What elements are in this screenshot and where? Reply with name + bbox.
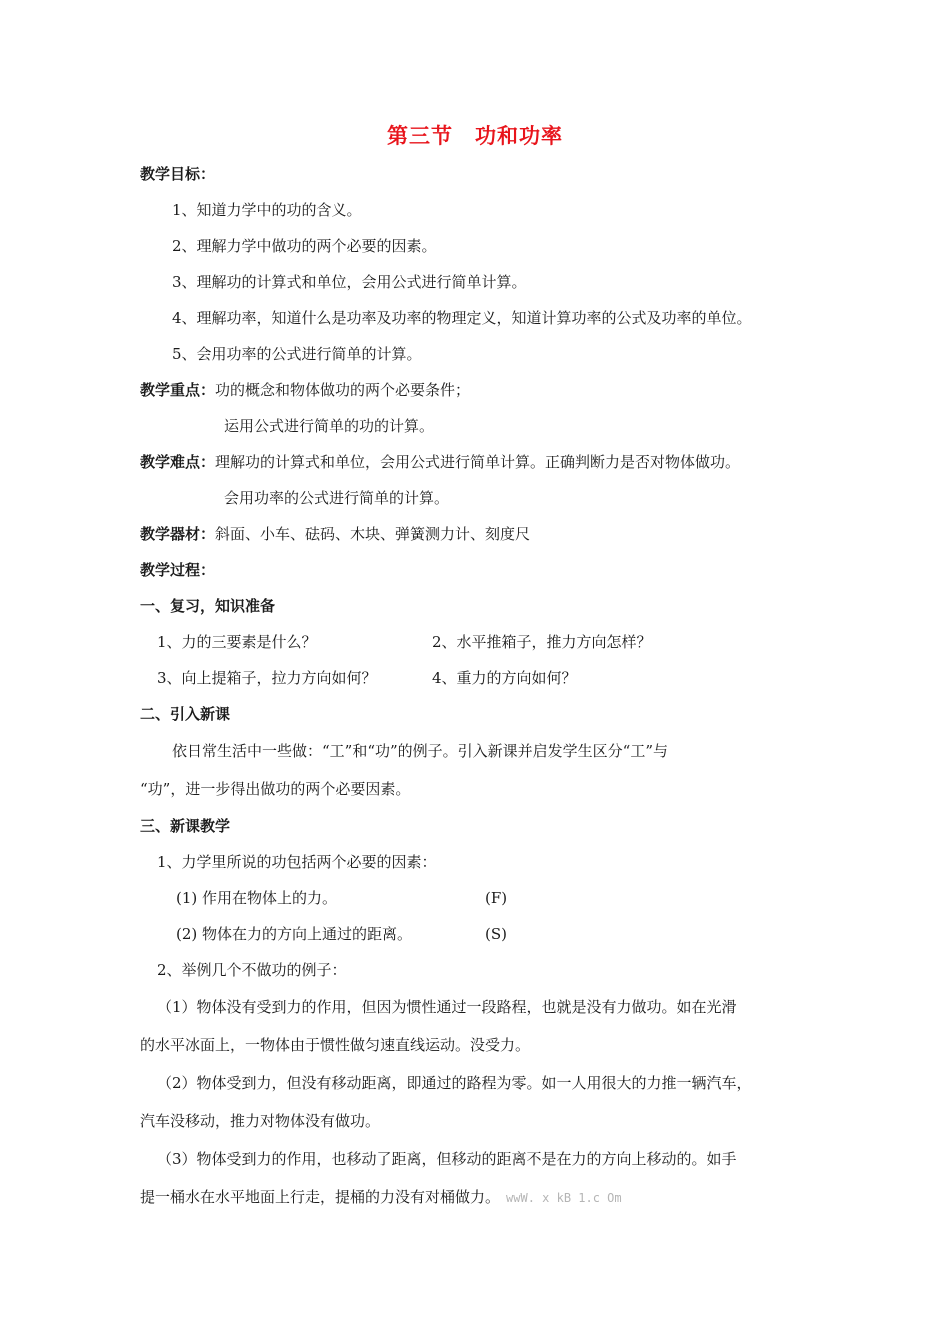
title-topic: 功和功率	[475, 123, 563, 148]
paragraph: 的水平冰面上，一物体由于惯性做匀速直线运动。没受力。	[140, 1036, 531, 1054]
difficulties-text: 理解功的计算式和单位，会用公式进行简单计算。正确判断力是否对物体做功。	[215, 453, 741, 471]
key-points-text: 运用公式进行简单的功的计算。	[224, 417, 435, 435]
review-question: 2、水平推箱子，推力方向怎样？	[432, 633, 652, 651]
paragraph: 依日常生活中一些做：“工”和“功”的例子。引入新课并启发学生区分“工”与	[172, 742, 669, 760]
difficulties	[140, 452, 740, 472]
section-heading: 二、引入新课	[140, 705, 231, 723]
paragraph: （3）物体受到力的作用，也移动了距离，但移动的距离不是在力的方向上移动的。如手	[157, 1150, 737, 1168]
key-points	[140, 380, 470, 400]
process-label: 教学过程：	[140, 561, 216, 579]
paragraph: （1）物体没有受到力的作用，但因为惯性通过一段路程，也就是没有力做功。如在光滑	[157, 998, 737, 1016]
paragraph	[140, 1187, 622, 1208]
objective-item: 5、会用功率的公式进行简单的计算。	[172, 345, 422, 363]
factor-symbol: (S)	[485, 925, 507, 943]
objective-item: 2、理解力学中做功的两个必要的因素。	[172, 237, 437, 255]
paragraph: 1、力学里所说的功包括两个必要的因素：	[157, 853, 437, 871]
objective-item: 3、理解功的计算式和单位，会用公式进行简单计算。	[172, 273, 527, 291]
title-section-number: 第三节	[387, 123, 453, 148]
paragraph: 2、举例几个不做功的例子：	[157, 961, 347, 979]
watermark-text: wwW. x kB 1.c Om	[506, 1191, 622, 1205]
factor-symbol: (F)	[485, 889, 508, 907]
section-heading: 一、复习，知识准备	[140, 597, 276, 615]
paragraph: （2）物体受到力，但没有移动距离，即通过的路程为零。如一人用很大的力推一辆汽车，	[157, 1074, 752, 1092]
difficulties-label: 教学难点：	[140, 453, 216, 471]
page-title	[0, 123, 950, 148]
section-heading: 三、新课教学	[140, 817, 231, 835]
objective-item: 4、理解功率，知道什么是功率及功率的物理定义，知道计算功率的公式及功率的单位。	[172, 309, 752, 327]
paragraph-text: 提一桶水在水平地面上行走，提桶的力没有对桶做力。	[140, 1188, 501, 1206]
equipment-text: 斜面、小车、砝码、木块、弹簧测力计、刻度尺	[215, 525, 531, 543]
review-question: 1、力的三要素是什么？	[157, 633, 317, 651]
factor-item: (1) 作用在物体上的力。	[176, 889, 338, 907]
factor-item: (2) 物体在力的方向上通过的距离。	[176, 925, 413, 943]
paragraph: 汽车没移动，推力对物体没有做功。	[140, 1112, 381, 1130]
key-points-text: 功的概念和物体做功的两个必要条件；	[215, 381, 471, 399]
review-question: 4、重力的方向如何？	[432, 669, 577, 687]
objective-item: 1、知道力学中的功的含义。	[172, 201, 362, 219]
equipment	[140, 524, 530, 544]
review-question: 3、向上提箱子，拉力方向如何？	[157, 669, 377, 687]
objectives-label: 教学目标：	[140, 165, 216, 183]
key-points-label: 教学重点：	[140, 381, 216, 399]
equipment-label: 教学器材：	[140, 525, 216, 543]
difficulties-text: 会用功率的公式进行简单的计算。	[224, 489, 450, 507]
paragraph: “功”，进一步得出做功的两个必要因素。	[140, 780, 411, 798]
